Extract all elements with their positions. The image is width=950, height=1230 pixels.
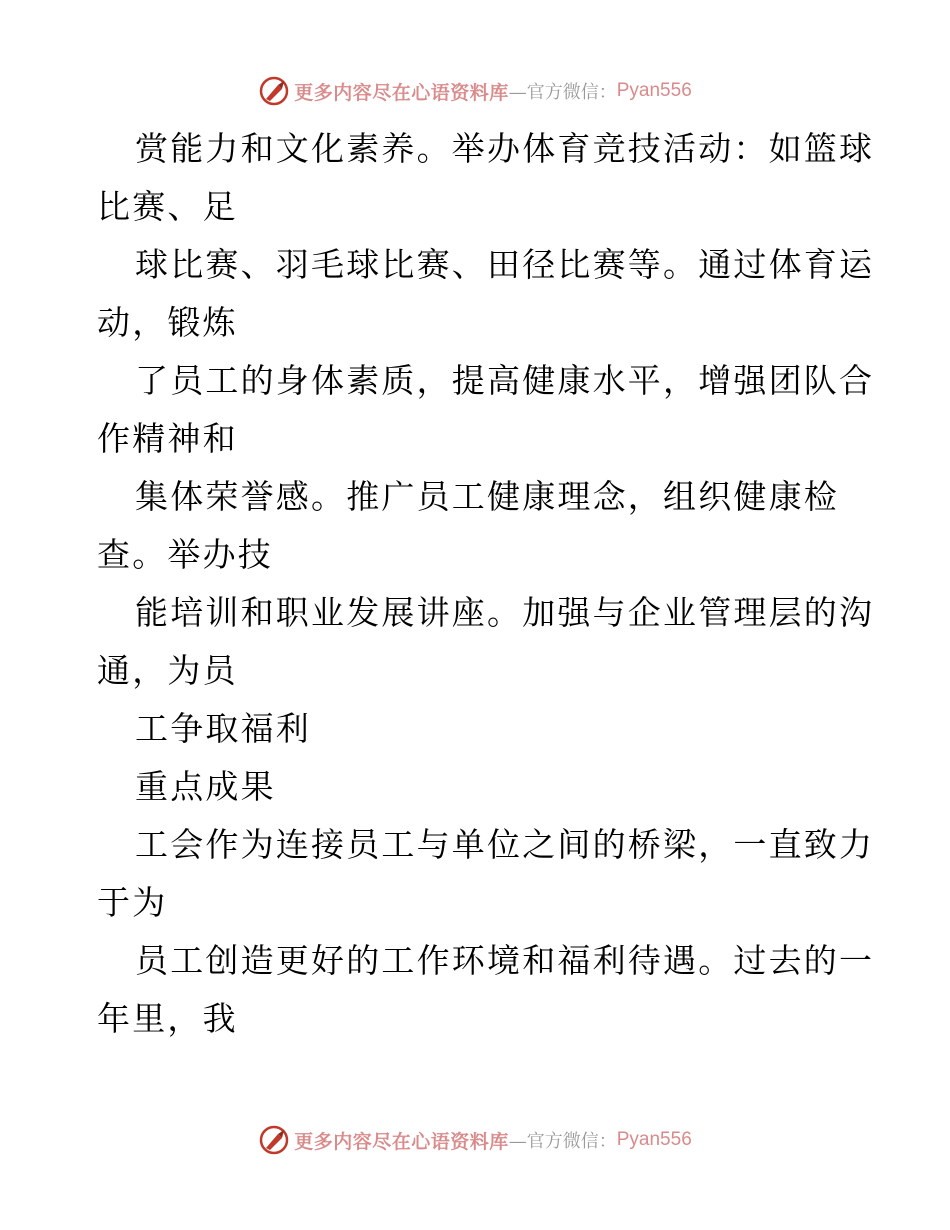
- pen-nib-logo-icon: [258, 1124, 290, 1156]
- text-line: 于为: [97, 883, 168, 922]
- text-line: 集体荣誉感。推广员工健康理念，组织健康检: [135, 477, 839, 516]
- footer-watermark: [0, 1120, 950, 1160]
- header-watermark: [0, 71, 950, 111]
- text-line: 工争取福利: [135, 709, 311, 748]
- document-body: [97, 120, 877, 1048]
- header-dash-label: —官方微信：: [508, 82, 617, 103]
- text-line: 作精神和: [97, 419, 238, 458]
- text-line: 球比赛、羽毛球比赛、田径比赛等。通过体育运: [135, 245, 875, 284]
- footer-wechat-id: Pyan556: [616, 1129, 692, 1150]
- text-line: 了员工的身体素质，提高健康水平，增强团队合: [135, 361, 875, 400]
- text-line: 年里，我: [97, 999, 238, 1038]
- text-line: 通，为员: [97, 651, 238, 690]
- text-line: 工会作为连接员工与单位之间的桥梁，一直致力: [135, 825, 875, 864]
- section-heading: 重点成果: [135, 767, 276, 806]
- header-wechat-id: Pyan556: [616, 80, 692, 101]
- footer-dash-label: —官方微信：: [508, 1131, 617, 1152]
- text-line: 比赛、足: [97, 187, 238, 226]
- pen-nib-logo-icon: [258, 75, 290, 107]
- text-line: 动，锻炼: [97, 303, 238, 342]
- footer-brand-text: 更多内容尽在心语资料库: [294, 1130, 509, 1153]
- text-line: 员工创造更好的工作环境和福利待遇。过去的一: [135, 941, 875, 980]
- text-line: 查。举办技: [97, 535, 273, 574]
- header-brand-text: 更多内容尽在心语资料库: [294, 81, 509, 104]
- text-line: 能培训和职业发展讲座。加强与企业管理层的沟: [135, 593, 875, 632]
- text-line: 赏能力和文化素养。举办体育竞技活动：如篮球: [135, 129, 875, 168]
